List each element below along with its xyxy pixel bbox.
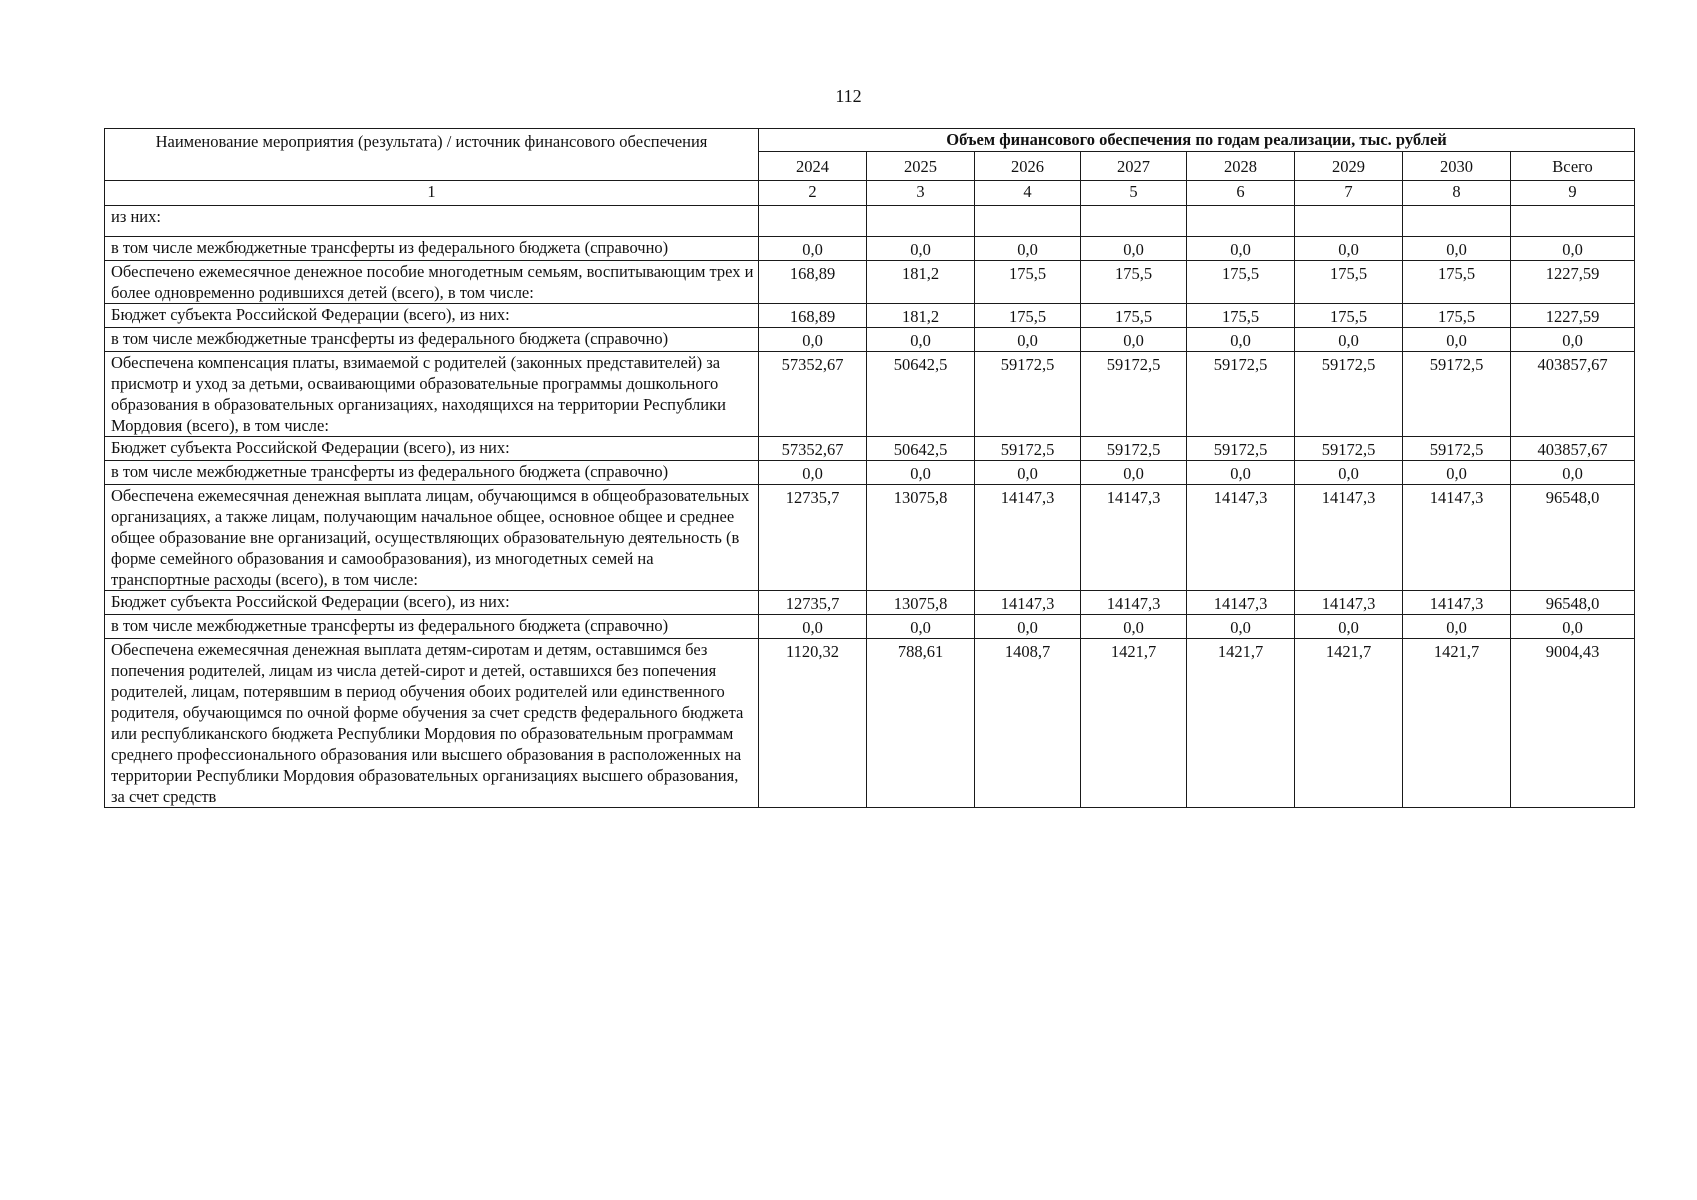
row-year-value: 59172,5 (1295, 352, 1403, 437)
row-year-value (1187, 206, 1295, 237)
row-year-value: 0,0 (1187, 461, 1295, 485)
row-year-value: 0,0 (1187, 615, 1295, 639)
row-year-value: 59172,5 (1187, 352, 1295, 437)
row-year-value: 13075,8 (867, 591, 975, 615)
row-year-value: 0,0 (867, 237, 975, 261)
row-year-value: 175,5 (1295, 261, 1403, 304)
row-name: Бюджет субъекта Российской Федерации (всего), из них: (105, 591, 759, 615)
column-number: 1 (105, 181, 759, 206)
row-total-value: 96548,0 (1511, 485, 1635, 591)
row-year-value: 0,0 (1403, 237, 1511, 261)
table-row (105, 485, 1635, 591)
row-year-value: 0,0 (759, 237, 867, 261)
row-year-value: 1120,32 (759, 639, 867, 808)
row-year-value: 14147,3 (1295, 591, 1403, 615)
table-row (105, 237, 1635, 261)
row-year-value: 1408,7 (975, 639, 1081, 808)
column-number: 9 (1511, 181, 1635, 206)
row-year-value: 1421,7 (1187, 639, 1295, 808)
row-year-value: 59172,5 (1187, 437, 1295, 461)
row-name: Бюджет субъекта Российской Федерации (всего), из них: (105, 304, 759, 328)
row-total-value: 0,0 (1511, 237, 1635, 261)
row-year-value: 14147,3 (1403, 591, 1511, 615)
row-year-value: 175,5 (1295, 304, 1403, 328)
row-year-value: 57352,67 (759, 352, 867, 437)
table-row (105, 328, 1635, 352)
row-year-value: 14147,3 (1403, 485, 1511, 591)
row-total-value: 403857,67 (1511, 352, 1635, 437)
row-year-value: 0,0 (759, 615, 867, 639)
row-year-value: 175,5 (1403, 304, 1511, 328)
row-year-value: 59172,5 (1295, 437, 1403, 461)
header-year: 2029 (1295, 152, 1403, 181)
row-year-value: 59172,5 (1403, 352, 1511, 437)
row-name: Обеспечена ежемесячная денежная выплата детям-сиротам и детям, оставшимся без попечения родителей, лицам из числа детей-сирот и детей, оставшихся без попечения родителей, лицам, потерявшим в период обучения обоих родителей или единственного родителя, обучающимся по очной форме обучения за счет средств федерального бюджета или республиканского бюджета Республики Мордовия по образовательным программам среднего профессионального образования или высшего образования в расположенных на территории Республики Мордовия образовательных организациях высшего образования, за счет средств (105, 639, 759, 808)
row-year-value: 59172,5 (975, 437, 1081, 461)
row-year-value: 50642,5 (867, 352, 975, 437)
row-year-value: 0,0 (867, 615, 975, 639)
header-year: 2026 (975, 152, 1081, 181)
table-row (105, 639, 1635, 808)
row-year-value: 175,5 (1081, 261, 1187, 304)
column-number: 5 (1081, 181, 1187, 206)
row-year-value: 181,2 (867, 304, 975, 328)
row-year-value: 175,5 (1081, 304, 1187, 328)
row-total-value: 9004,43 (1511, 639, 1635, 808)
row-year-value: 0,0 (1081, 328, 1187, 352)
row-year-value: 0,0 (1081, 237, 1187, 261)
row-year-value: 181,2 (867, 261, 975, 304)
row-year-value: 1421,7 (1403, 639, 1511, 808)
row-year-value: 59172,5 (1081, 352, 1187, 437)
row-year-value: 0,0 (975, 615, 1081, 639)
row-year-value: 0,0 (975, 237, 1081, 261)
row-total-value: 0,0 (1511, 328, 1635, 352)
row-name: Обеспечена ежемесячная денежная выплата лицам, обучающимся в общеобразовательных организациях, а также лицам, получающим начальное общее, основное общее и среднее общее образование вне организаций, осуществляющих образовательную деятельность (в форме семейного образования и самообразования), из многодетных семей на транспортные расходы (всего), в том числе: (105, 485, 759, 591)
header-year: 2027 (1081, 152, 1187, 181)
row-year-value: 0,0 (975, 461, 1081, 485)
table-row (105, 591, 1635, 615)
row-year-value: 788,61 (867, 639, 975, 808)
row-year-value (867, 206, 975, 237)
row-year-value: 0,0 (1081, 615, 1187, 639)
row-total-value (1511, 206, 1635, 237)
row-year-value: 0,0 (1081, 461, 1187, 485)
row-year-value: 14147,3 (975, 591, 1081, 615)
header-total: Всего (1511, 152, 1635, 181)
table-row (105, 206, 1635, 237)
row-year-value: 1421,7 (1295, 639, 1403, 808)
row-year-value: 175,5 (975, 261, 1081, 304)
row-year-value: 59172,5 (1403, 437, 1511, 461)
column-numbers-row (105, 181, 1635, 206)
row-name: Бюджет субъекта Российской Федерации (всего), из них: (105, 437, 759, 461)
row-total-value: 1227,59 (1511, 304, 1635, 328)
row-year-value: 13075,8 (867, 485, 975, 591)
row-year-value (759, 206, 867, 237)
row-year-value: 14147,3 (1081, 591, 1187, 615)
row-year-value (975, 206, 1081, 237)
row-year-value: 175,5 (975, 304, 1081, 328)
column-number: 8 (1403, 181, 1511, 206)
row-name: в том числе межбюджетные трансферты из федерального бюджета (справочно) (105, 615, 759, 639)
row-year-value: 168,89 (759, 261, 867, 304)
row-total-value: 96548,0 (1511, 591, 1635, 615)
row-year-value: 59172,5 (1081, 437, 1187, 461)
financing-table (104, 128, 1635, 808)
header-year: 2024 (759, 152, 867, 181)
row-total-value: 0,0 (1511, 615, 1635, 639)
row-name: из них: (105, 206, 759, 237)
row-year-value: 0,0 (1187, 328, 1295, 352)
row-total-value: 0,0 (1511, 461, 1635, 485)
header-year: 2028 (1187, 152, 1295, 181)
table-body (105, 206, 1635, 808)
row-year-value: 14147,3 (1295, 485, 1403, 591)
header-year: 2030 (1403, 152, 1511, 181)
page-number: 112 (835, 86, 862, 106)
table-row (105, 352, 1635, 437)
header-group-title: Объем финансового обеспечения по годам реализации, тыс. рублей (759, 129, 1635, 152)
row-year-value: 175,5 (1187, 304, 1295, 328)
column-number: 4 (975, 181, 1081, 206)
row-year-value: 0,0 (1295, 615, 1403, 639)
header-year: 2025 (867, 152, 975, 181)
row-year-value: 0,0 (1403, 328, 1511, 352)
row-name: Обеспечена компенсация платы, взимаемой с родителей (законных представителей) за присмотр и уход за детьми, осваивающими образовательные программы дошкольного образования в образовательных организациях, находящихся на территории Республики Мордовия (всего), в том числе: (105, 352, 759, 437)
header-name-column: Наименование мероприятия (результата) / источник финансового обеспечения (105, 129, 759, 181)
row-name: в том числе межбюджетные трансферты из федерального бюджета (справочно) (105, 461, 759, 485)
table-row (105, 461, 1635, 485)
row-year-value: 14147,3 (975, 485, 1081, 591)
row-year-value: 175,5 (1403, 261, 1511, 304)
row-year-value: 59172,5 (975, 352, 1081, 437)
row-year-value: 175,5 (1187, 261, 1295, 304)
row-year-value: 0,0 (975, 328, 1081, 352)
column-number: 6 (1187, 181, 1295, 206)
row-year-value: 14147,3 (1187, 591, 1295, 615)
row-year-value: 0,0 (1295, 237, 1403, 261)
row-year-value: 0,0 (1295, 328, 1403, 352)
row-year-value: 50642,5 (867, 437, 975, 461)
row-year-value: 14147,3 (1187, 485, 1295, 591)
table-row (105, 615, 1635, 639)
row-year-value: 12735,7 (759, 591, 867, 615)
row-year-value: 12735,7 (759, 485, 867, 591)
row-year-value: 168,89 (759, 304, 867, 328)
row-year-value: 0,0 (1403, 461, 1511, 485)
table-row (105, 437, 1635, 461)
column-number: 2 (759, 181, 867, 206)
row-year-value: 14147,3 (1081, 485, 1187, 591)
table-row (105, 304, 1635, 328)
row-year-value: 0,0 (759, 461, 867, 485)
row-total-value: 1227,59 (1511, 261, 1635, 304)
row-year-value (1081, 206, 1187, 237)
row-name: в том числе межбюджетные трансферты из федерального бюджета (справочно) (105, 237, 759, 261)
row-name: в том числе межбюджетные трансферты из федерального бюджета (справочно) (105, 328, 759, 352)
row-name: Обеспечено ежемесячное денежное пособие многодетным семьям, воспитывающим трех и более одновременно родившихся детей (всего), в том числе: (105, 261, 759, 304)
row-year-value (1295, 206, 1403, 237)
row-year-value: 0,0 (867, 328, 975, 352)
row-total-value: 403857,67 (1511, 437, 1635, 461)
row-year-value: 0,0 (759, 328, 867, 352)
table-row (105, 261, 1635, 304)
row-year-value (1403, 206, 1511, 237)
column-number: 7 (1295, 181, 1403, 206)
row-year-value: 0,0 (1295, 461, 1403, 485)
row-year-value: 57352,67 (759, 437, 867, 461)
row-year-value: 0,0 (867, 461, 975, 485)
row-year-value: 0,0 (1187, 237, 1295, 261)
row-year-value: 1421,7 (1081, 639, 1187, 808)
column-number: 3 (867, 181, 975, 206)
row-year-value: 0,0 (1403, 615, 1511, 639)
